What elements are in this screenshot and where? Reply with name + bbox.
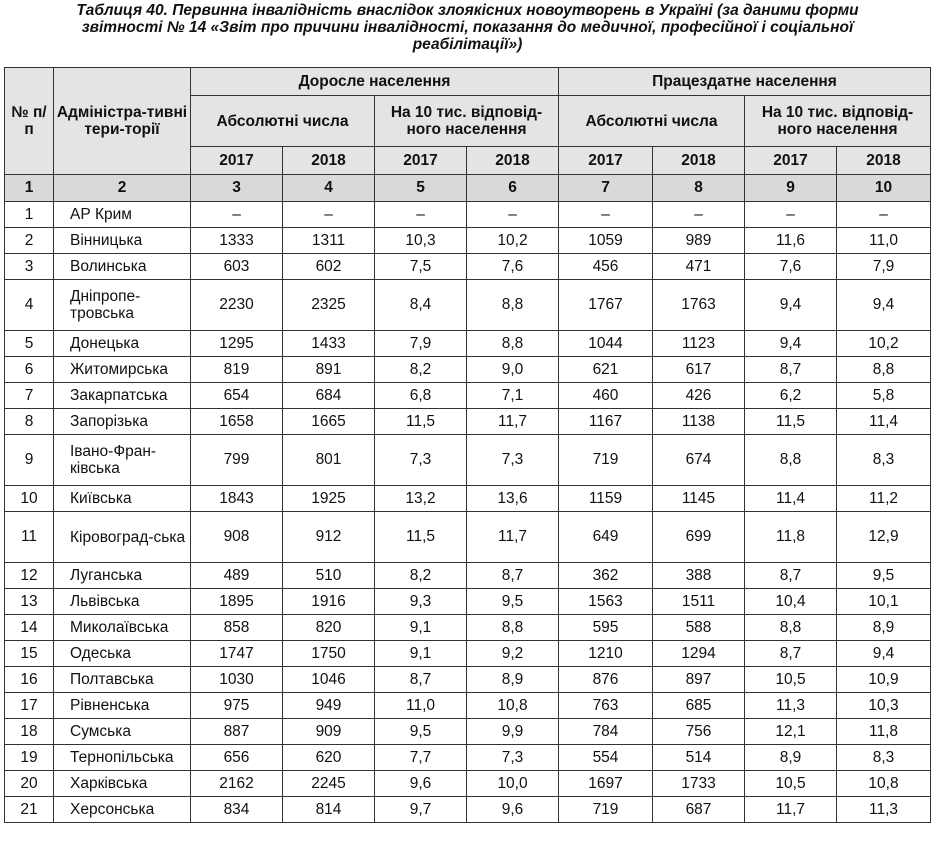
value-cell: 10,8 <box>837 771 931 797</box>
value-cell: 621 <box>559 357 653 383</box>
value-cell: 891 <box>283 357 375 383</box>
value-cell: 2162 <box>191 771 283 797</box>
table-row <box>5 667 931 693</box>
value-cell: 8,7 <box>745 641 837 667</box>
table-row <box>5 771 931 797</box>
row-number-cell: 13 <box>5 589 54 615</box>
value-cell: 8,7 <box>745 357 837 383</box>
value-cell: 11,8 <box>745 512 837 563</box>
table-row <box>5 254 931 280</box>
table-row <box>5 719 931 745</box>
territory-cell: Луганська <box>54 563 191 589</box>
value-cell: 1138 <box>653 409 745 435</box>
value-cell: 1747 <box>191 641 283 667</box>
table-row <box>5 512 931 563</box>
value-cell: 603 <box>191 254 283 280</box>
value-cell: 2230 <box>191 280 283 331</box>
value-cell: 11,7 <box>467 512 559 563</box>
value-cell: 10,4 <box>745 589 837 615</box>
value-cell: 8,3 <box>837 435 931 486</box>
value-cell: 1159 <box>559 486 653 512</box>
value-cell: 10,1 <box>837 589 931 615</box>
value-cell: 820 <box>283 615 375 641</box>
value-cell: 814 <box>283 797 375 823</box>
value-cell: 1697 <box>559 771 653 797</box>
value-cell: 784 <box>559 719 653 745</box>
value-cell: – <box>191 202 283 228</box>
table-row <box>5 563 931 589</box>
table-row <box>5 331 931 357</box>
territory-cell: Рівненська <box>54 693 191 719</box>
value-cell: 489 <box>191 563 283 589</box>
value-cell: 1843 <box>191 486 283 512</box>
value-cell: 8,8 <box>837 357 931 383</box>
value-cell: 11,4 <box>837 409 931 435</box>
table-row <box>5 357 931 383</box>
value-cell: 799 <box>191 435 283 486</box>
value-cell: 514 <box>653 745 745 771</box>
value-cell: 6,8 <box>375 383 467 409</box>
value-cell: 7,3 <box>467 435 559 486</box>
header-num: № п/п <box>5 68 54 175</box>
territory-cell: Одеська <box>54 641 191 667</box>
value-cell: 11,5 <box>375 409 467 435</box>
value-cell: 876 <box>559 667 653 693</box>
value-cell: 602 <box>283 254 375 280</box>
value-cell: 9,6 <box>375 771 467 797</box>
header-year: 2017 <box>191 147 283 175</box>
value-cell: 7,3 <box>375 435 467 486</box>
value-cell: 8,7 <box>467 563 559 589</box>
value-cell: 426 <box>653 383 745 409</box>
territory-cell: Житомирська <box>54 357 191 383</box>
value-cell: 656 <box>191 745 283 771</box>
value-cell: 819 <box>191 357 283 383</box>
value-cell: – <box>837 202 931 228</box>
value-cell: 1895 <box>191 589 283 615</box>
table-row <box>5 641 931 667</box>
value-cell: 8,8 <box>467 615 559 641</box>
value-cell: 510 <box>283 563 375 589</box>
table-body <box>5 202 931 823</box>
column-number: 3 <box>191 175 283 202</box>
column-number: 1 <box>5 175 54 202</box>
row-number-cell: 3 <box>5 254 54 280</box>
value-cell: 10,9 <box>837 667 931 693</box>
header-year: 2018 <box>653 147 745 175</box>
table-row <box>5 589 931 615</box>
value-cell: 456 <box>559 254 653 280</box>
row-number-cell: 14 <box>5 615 54 641</box>
value-cell: 7,9 <box>375 331 467 357</box>
value-cell: 834 <box>191 797 283 823</box>
value-cell: 756 <box>653 719 745 745</box>
row-number-cell: 12 <box>5 563 54 589</box>
value-cell: 2325 <box>283 280 375 331</box>
column-number-row <box>5 175 931 202</box>
table-caption <box>0 2 935 53</box>
value-cell: 9,6 <box>467 797 559 823</box>
value-cell: 13,6 <box>467 486 559 512</box>
value-cell: 685 <box>653 693 745 719</box>
value-cell: 9,9 <box>467 719 559 745</box>
value-cell: 2245 <box>283 771 375 797</box>
value-cell: 649 <box>559 512 653 563</box>
value-cell: 10,5 <box>745 667 837 693</box>
table-row <box>5 797 931 823</box>
value-cell: 674 <box>653 435 745 486</box>
territory-cell: Херсонська <box>54 797 191 823</box>
value-cell: 989 <box>653 228 745 254</box>
territory-cell: Київська <box>54 486 191 512</box>
header-territory: Адміністра-тивні тери-торії <box>54 68 191 175</box>
value-cell: 620 <box>283 745 375 771</box>
value-cell: 1767 <box>559 280 653 331</box>
value-cell: 1210 <box>559 641 653 667</box>
value-cell: 8,9 <box>837 615 931 641</box>
row-number-cell: 21 <box>5 797 54 823</box>
value-cell: 9,2 <box>467 641 559 667</box>
value-cell: 10,8 <box>467 693 559 719</box>
value-cell: 9,5 <box>375 719 467 745</box>
territory-cell: Харківська <box>54 771 191 797</box>
row-number-cell: 18 <box>5 719 54 745</box>
value-cell: 9,0 <box>467 357 559 383</box>
value-cell: 887 <box>191 719 283 745</box>
value-cell: 362 <box>559 563 653 589</box>
value-cell: 9,5 <box>837 563 931 589</box>
header-working: Працездатне населення <box>559 68 931 96</box>
header-year: 2018 <box>467 147 559 175</box>
value-cell: – <box>559 202 653 228</box>
header-adult: Доросле населення <box>191 68 559 96</box>
header-adult-per10k: На 10 тис. відповід-ного населення <box>375 96 559 147</box>
value-cell: 8,9 <box>745 745 837 771</box>
value-cell: 10,5 <box>745 771 837 797</box>
value-cell: 1167 <box>559 409 653 435</box>
value-cell: 11,6 <box>745 228 837 254</box>
header-year: 2017 <box>375 147 467 175</box>
caption-line-3: реабілітації») <box>412 36 523 53</box>
table-row <box>5 435 931 486</box>
value-cell: 687 <box>653 797 745 823</box>
value-cell: 11,5 <box>745 409 837 435</box>
value-cell: – <box>375 202 467 228</box>
row-number-cell: 20 <box>5 771 54 797</box>
value-cell: 12,9 <box>837 512 931 563</box>
header-year: 2017 <box>745 147 837 175</box>
territory-cell: Закарпатська <box>54 383 191 409</box>
value-cell: 719 <box>559 435 653 486</box>
header-year: 2018 <box>837 147 931 175</box>
value-cell: 7,3 <box>467 745 559 771</box>
value-cell: 7,9 <box>837 254 931 280</box>
value-cell: 1044 <box>559 331 653 357</box>
header-year: 2018 <box>283 147 375 175</box>
value-cell: 7,7 <box>375 745 467 771</box>
column-number: 2 <box>54 175 191 202</box>
territory-cell: Дніпропе-тровська <box>54 280 191 331</box>
value-cell: 1925 <box>283 486 375 512</box>
table-row <box>5 280 931 331</box>
value-cell: 1511 <box>653 589 745 615</box>
territory-cell: Полтавська <box>54 667 191 693</box>
caption-line-1: Таблиця 40. Первинна інвалідність внаслідок злоякісних новоутворень в Україні (за даними форми <box>76 2 859 19</box>
value-cell: 1046 <box>283 667 375 693</box>
row-number-cell: 11 <box>5 512 54 563</box>
territory-cell: АР Крим <box>54 202 191 228</box>
row-number-cell: 7 <box>5 383 54 409</box>
row-number-cell: 1 <box>5 202 54 228</box>
header-working-per10k: На 10 тис. відповід-ного населення <box>745 96 931 147</box>
value-cell: 7,5 <box>375 254 467 280</box>
value-cell: 10,3 <box>837 693 931 719</box>
row-number-cell: 4 <box>5 280 54 331</box>
column-number: 7 <box>559 175 653 202</box>
column-number: 9 <box>745 175 837 202</box>
value-cell: 11,8 <box>837 719 931 745</box>
value-cell: 912 <box>283 512 375 563</box>
value-cell: 975 <box>191 693 283 719</box>
value-cell: 1123 <box>653 331 745 357</box>
value-cell: 8,4 <box>375 280 467 331</box>
table-row <box>5 202 931 228</box>
column-number: 10 <box>837 175 931 202</box>
value-cell: 9,4 <box>837 280 931 331</box>
value-cell: 1145 <box>653 486 745 512</box>
value-cell: 801 <box>283 435 375 486</box>
value-cell: – <box>283 202 375 228</box>
row-number-cell: 10 <box>5 486 54 512</box>
value-cell: 699 <box>653 512 745 563</box>
value-cell: 10,2 <box>467 228 559 254</box>
value-cell: 8,9 <box>467 667 559 693</box>
row-number-cell: 19 <box>5 745 54 771</box>
value-cell: 8,3 <box>837 745 931 771</box>
value-cell: 1433 <box>283 331 375 357</box>
value-cell: 11,7 <box>745 797 837 823</box>
table-row <box>5 228 931 254</box>
column-number: 4 <box>283 175 375 202</box>
value-cell: 8,7 <box>745 563 837 589</box>
value-cell: – <box>467 202 559 228</box>
value-cell: 8,8 <box>467 280 559 331</box>
territory-cell: Сумська <box>54 719 191 745</box>
value-cell: 12,1 <box>745 719 837 745</box>
table-row <box>5 383 931 409</box>
territory-cell: Івано-Фран-ківська <box>54 435 191 486</box>
value-cell: 1563 <box>559 589 653 615</box>
disability-table <box>4 67 931 823</box>
column-number: 8 <box>653 175 745 202</box>
value-cell: 595 <box>559 615 653 641</box>
row-number-cell: 17 <box>5 693 54 719</box>
value-cell: 9,5 <box>467 589 559 615</box>
value-cell: 763 <box>559 693 653 719</box>
territory-cell: Тернопільська <box>54 745 191 771</box>
value-cell: 11,4 <box>745 486 837 512</box>
value-cell: 10,0 <box>467 771 559 797</box>
value-cell: 11,3 <box>745 693 837 719</box>
value-cell: 858 <box>191 615 283 641</box>
value-cell: 1059 <box>559 228 653 254</box>
value-cell: 9,7 <box>375 797 467 823</box>
value-cell: 8,2 <box>375 563 467 589</box>
value-cell: 8,8 <box>745 435 837 486</box>
value-cell: 1916 <box>283 589 375 615</box>
value-cell: 8,7 <box>375 667 467 693</box>
value-cell: 11,0 <box>837 228 931 254</box>
table-row <box>5 486 931 512</box>
column-number: 6 <box>467 175 559 202</box>
table-row <box>5 745 931 771</box>
value-cell: 949 <box>283 693 375 719</box>
column-number: 5 <box>375 175 467 202</box>
value-cell: 897 <box>653 667 745 693</box>
value-cell: 11,2 <box>837 486 931 512</box>
header-adult-abs: Абсолютні числа <box>191 96 375 147</box>
territory-cell: Миколаївська <box>54 615 191 641</box>
value-cell: 11,0 <box>375 693 467 719</box>
row-number-cell: 8 <box>5 409 54 435</box>
territory-cell: Львівська <box>54 589 191 615</box>
table-row <box>5 615 931 641</box>
value-cell: 1311 <box>283 228 375 254</box>
value-cell: 10,3 <box>375 228 467 254</box>
value-cell: 9,4 <box>837 641 931 667</box>
value-cell: 1750 <box>283 641 375 667</box>
territory-cell: Вінницька <box>54 228 191 254</box>
value-cell: 9,4 <box>745 280 837 331</box>
value-cell: 908 <box>191 512 283 563</box>
value-cell: 654 <box>191 383 283 409</box>
value-cell: 1658 <box>191 409 283 435</box>
value-cell: 11,7 <box>467 409 559 435</box>
table-row <box>5 409 931 435</box>
territory-cell: Волинська <box>54 254 191 280</box>
value-cell: 7,1 <box>467 383 559 409</box>
territory-cell: Запорізька <box>54 409 191 435</box>
value-cell: 460 <box>559 383 653 409</box>
row-number-cell: 16 <box>5 667 54 693</box>
value-cell: 13,2 <box>375 486 467 512</box>
value-cell: 11,5 <box>375 512 467 563</box>
table-row <box>5 693 931 719</box>
value-cell: 9,1 <box>375 641 467 667</box>
value-cell: 5,8 <box>837 383 931 409</box>
row-number-cell: 15 <box>5 641 54 667</box>
value-cell: 11,3 <box>837 797 931 823</box>
row-number-cell: 5 <box>5 331 54 357</box>
value-cell: 1763 <box>653 280 745 331</box>
value-cell: 388 <box>653 563 745 589</box>
value-cell: 719 <box>559 797 653 823</box>
header-working-abs: Абсолютні числа <box>559 96 745 147</box>
value-cell: 8,2 <box>375 357 467 383</box>
value-cell: 588 <box>653 615 745 641</box>
value-cell: 1665 <box>283 409 375 435</box>
header-year: 2017 <box>559 147 653 175</box>
value-cell: 10,2 <box>837 331 931 357</box>
value-cell: – <box>653 202 745 228</box>
value-cell: 1030 <box>191 667 283 693</box>
value-cell: 7,6 <box>745 254 837 280</box>
value-cell: 471 <box>653 254 745 280</box>
territory-cell: Кіровоград-ська <box>54 512 191 563</box>
value-cell: – <box>745 202 837 228</box>
value-cell: 9,3 <box>375 589 467 615</box>
value-cell: 8,8 <box>467 331 559 357</box>
row-number-cell: 6 <box>5 357 54 383</box>
value-cell: 554 <box>559 745 653 771</box>
value-cell: 1333 <box>191 228 283 254</box>
value-cell: 9,4 <box>745 331 837 357</box>
value-cell: 617 <box>653 357 745 383</box>
value-cell: 909 <box>283 719 375 745</box>
caption-line-2: звітності № 14 «Звіт про причини інвалідності, показання до медичної, професійної і соціальної <box>81 19 854 36</box>
value-cell: 1294 <box>653 641 745 667</box>
value-cell: 1733 <box>653 771 745 797</box>
row-number-cell: 9 <box>5 435 54 486</box>
value-cell: 7,6 <box>467 254 559 280</box>
value-cell: 6,2 <box>745 383 837 409</box>
value-cell: 684 <box>283 383 375 409</box>
value-cell: 8,8 <box>745 615 837 641</box>
territory-cell: Донецька <box>54 331 191 357</box>
value-cell: 1295 <box>191 331 283 357</box>
row-number-cell: 2 <box>5 228 54 254</box>
value-cell: 9,1 <box>375 615 467 641</box>
